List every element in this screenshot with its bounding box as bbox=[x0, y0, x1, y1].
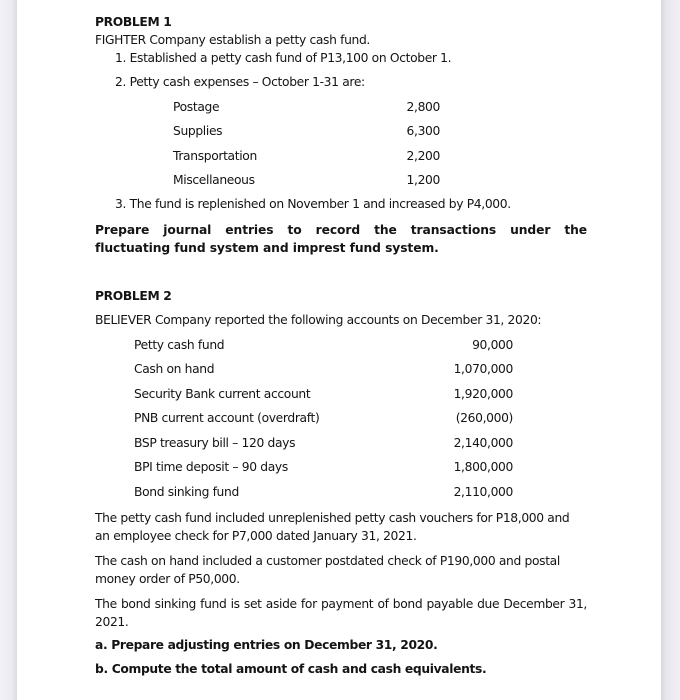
problem-1-item-3: 3. The fund is replenished on November 1 and increased by P4,000. bbox=[115, 197, 511, 211]
account-label: BSP treasury bill – 120 days bbox=[134, 436, 296, 450]
problem-1-instruction: Prepare journal entries to record the transactions under the fluctuating fund system and imprest fund system. bbox=[95, 223, 587, 255]
account-label: PNB current account (overdraft) bbox=[134, 411, 320, 425]
right-page-margin bbox=[661, 0, 680, 700]
expense-label: Supplies bbox=[173, 124, 223, 138]
problem-1-heading: PROBLEM 1 bbox=[95, 15, 172, 29]
account-amount: (260,000) bbox=[455, 411, 513, 425]
note-petty-cash: The petty cash fund included unreplenished petty cash vouchers for P18,000 and an employee check for P7,000 dated January 31, 2021. bbox=[95, 511, 570, 543]
account-amount: 2,110,000 bbox=[453, 485, 513, 499]
problem-2-intro: BELIEVER Company reported the following accounts on December 31, 2020: bbox=[95, 313, 542, 327]
account-amount: 1,800,000 bbox=[453, 460, 513, 474]
expense-label: Postage bbox=[173, 100, 220, 114]
account-label: BPI time deposit – 90 days bbox=[134, 460, 288, 474]
requirement-a: a. Prepare adjusting entries on December 31, 2020. bbox=[95, 638, 438, 652]
expense-amount: 2,800 bbox=[406, 100, 440, 114]
account-amount: 1,070,000 bbox=[453, 362, 513, 376]
problem-1-intro: FIGHTER Company establish a petty cash fund. bbox=[95, 33, 370, 47]
account-amount: 2,140,000 bbox=[453, 436, 513, 450]
problem-1-item-2: 2. Petty cash expenses – October 1-31 are: bbox=[115, 75, 365, 89]
requirement-b: b. Compute the total amount of cash and cash equivalents. bbox=[95, 662, 487, 676]
account-label: Bond sinking fund bbox=[134, 485, 239, 499]
document-page bbox=[17, 0, 661, 700]
account-amount: 90,000 bbox=[472, 338, 513, 352]
left-page-margin bbox=[0, 0, 17, 700]
account-label: Cash on hand bbox=[134, 362, 215, 376]
account-label: Security Bank current account bbox=[134, 387, 311, 401]
problem-1-item-1: 1. Established a petty cash fund of P13,100 on October 1. bbox=[115, 51, 452, 65]
problem-2-heading: PROBLEM 2 bbox=[95, 289, 172, 303]
expense-amount: 1,200 bbox=[406, 173, 440, 187]
expense-label: Transportation bbox=[173, 149, 257, 163]
expense-label: Miscellaneous bbox=[173, 173, 255, 187]
account-label: Petty cash fund bbox=[134, 338, 225, 352]
note-bond-sinking-fund: The bond sinking fund is set aside for payment of bond payable due December 31, 2021. bbox=[95, 597, 587, 629]
expense-amount: 2,200 bbox=[406, 149, 440, 163]
account-amount: 1,920,000 bbox=[453, 387, 513, 401]
note-cash-on-hand: The cash on hand included a customer postdated check of P190,000 and postal money order of P50,000. bbox=[95, 554, 560, 586]
expense-amount: 6,300 bbox=[406, 124, 440, 138]
